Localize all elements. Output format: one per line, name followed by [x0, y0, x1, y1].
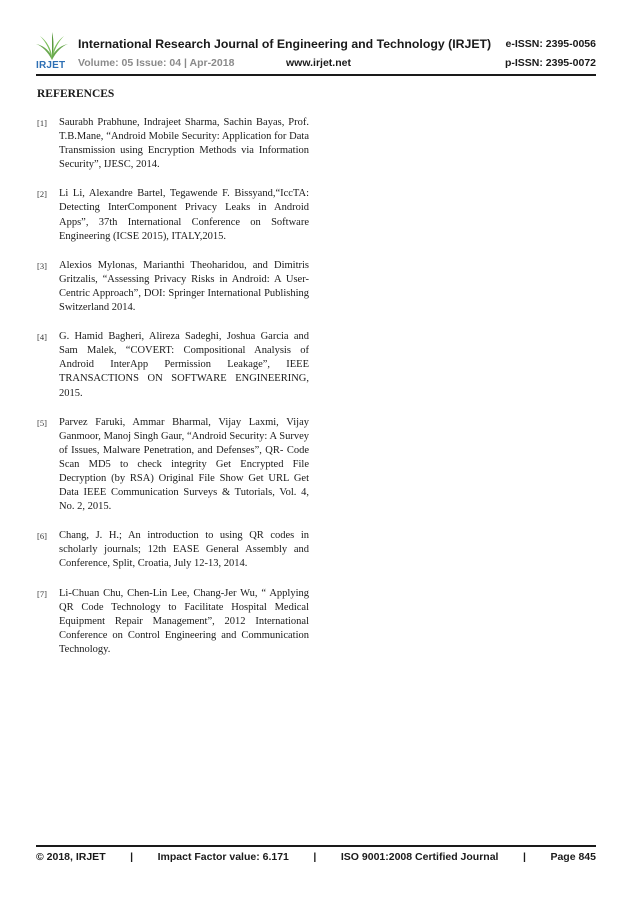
reference-text: G. Hamid Bagheri, Alireza Sadeghi, Joshua Garcia and Sam Malek, “COVERT: Compositional Analysis of Android InterApp Permission Leakage”, IEEE TRANSACTIONS ON SOFTWARE ENGINEERING, 2015. [59, 331, 309, 399]
journal-title: International Research Journal of Engineering and Technology (IRJET) [78, 37, 492, 51]
footer-separator: | [130, 851, 134, 863]
reference-text: Li-Chuan Chu, Chen-Lin Lee, Chang-Jer Wu, “ Applying QR Code Technology to Facilitate Hospital Medical Equipment Repair Management”, 2012 International Conference on Control Engineering and Communication Technology. [59, 587, 309, 655]
footer-impact-factor: Impact Factor value: 6.171 [157, 851, 289, 863]
reference-item [37, 416, 309, 515]
footer-divider [36, 845, 596, 847]
reference-number: [4] [37, 332, 47, 343]
footer-iso: ISO 9001:2008 Certified Journal [340, 851, 499, 863]
page-footer [36, 851, 596, 863]
reference-item [37, 529, 309, 571]
reference-number: [1] [37, 118, 47, 128]
volume-issue: Volume: 05 Issue: 04 | Apr-2018 [78, 57, 235, 69]
footer-separator: | [313, 851, 317, 863]
reference-item [37, 259, 309, 315]
reference-number: [5] [37, 417, 47, 428]
footer-page-number: Page 845 [550, 851, 596, 863]
reference-item [37, 187, 309, 243]
header-divider [36, 74, 596, 76]
reference-number: [3] [37, 260, 47, 271]
reference-text: Parvez Faruki, Ammar Bharmal, Vijay Laxmi, Vijay Ganmoor, Manoj Singh Gaur, “Android Security: A Survey of Issues, Malware Penetration, and Defenses”, QR- Code Scan MD5 to check integrity Get Encrypted File Decryption (by RSA) Original File Show Get URL Get Data IEEE Communication Surveys & Tutorials, Vol. 4, No. 2, 2015. [59, 416, 309, 513]
reference-item [37, 330, 309, 400]
logo-text: IRJET [36, 60, 66, 71]
references-heading: REFERENCES [37, 88, 115, 100]
reference-text: Alexios Mylonas, Marianthi Theoharidou, and Dimitris Gritzalis, “Assessing Privacy Risks in Android: A User-Centric Approach”, DOI: Springer International Publishing Switzerland 2014. [59, 259, 309, 314]
reference-number: [6] [37, 531, 47, 542]
eissn: e-ISSN: 2395-0056 [505, 38, 596, 50]
reference-item [37, 116, 309, 172]
pissn: p-ISSN: 2395-0072 [504, 57, 596, 69]
reference-item [37, 587, 309, 657]
footer-separator: | [522, 851, 526, 863]
website-link[interactable]: www.irjet.net [286, 57, 351, 69]
reference-text: Li Li, Alexandre Bartel, Tegawende F. Bissyand,“IccTA: Detecting InterComponent Privacy Leaks in Android Apps”, 37th International Conference on Software Engineering (ICSE 2015), ITALY,2015. [59, 188, 309, 242]
footer-copyright: © 2018, IRJET [36, 851, 106, 863]
reference-number: [2] [37, 189, 47, 200]
reference-text: Saurabh Prabhune, Indrajeet Sharma, Sachin Bayas, Prof. T.B.Mane, “Android Mobile Security: Application for Data Transmission using Encryption Methods via Information Security”, IJESC, 2014. [59, 117, 309, 171]
reference-number: [7] [37, 588, 47, 599]
reference-text: Chang, J. H.; An introduction to using QR codes in scholarly journals; 12th EASE General Assembly and Conference, Split, Croatia, July 12-13, 2014. [59, 530, 309, 570]
reference-list [37, 116, 309, 672]
